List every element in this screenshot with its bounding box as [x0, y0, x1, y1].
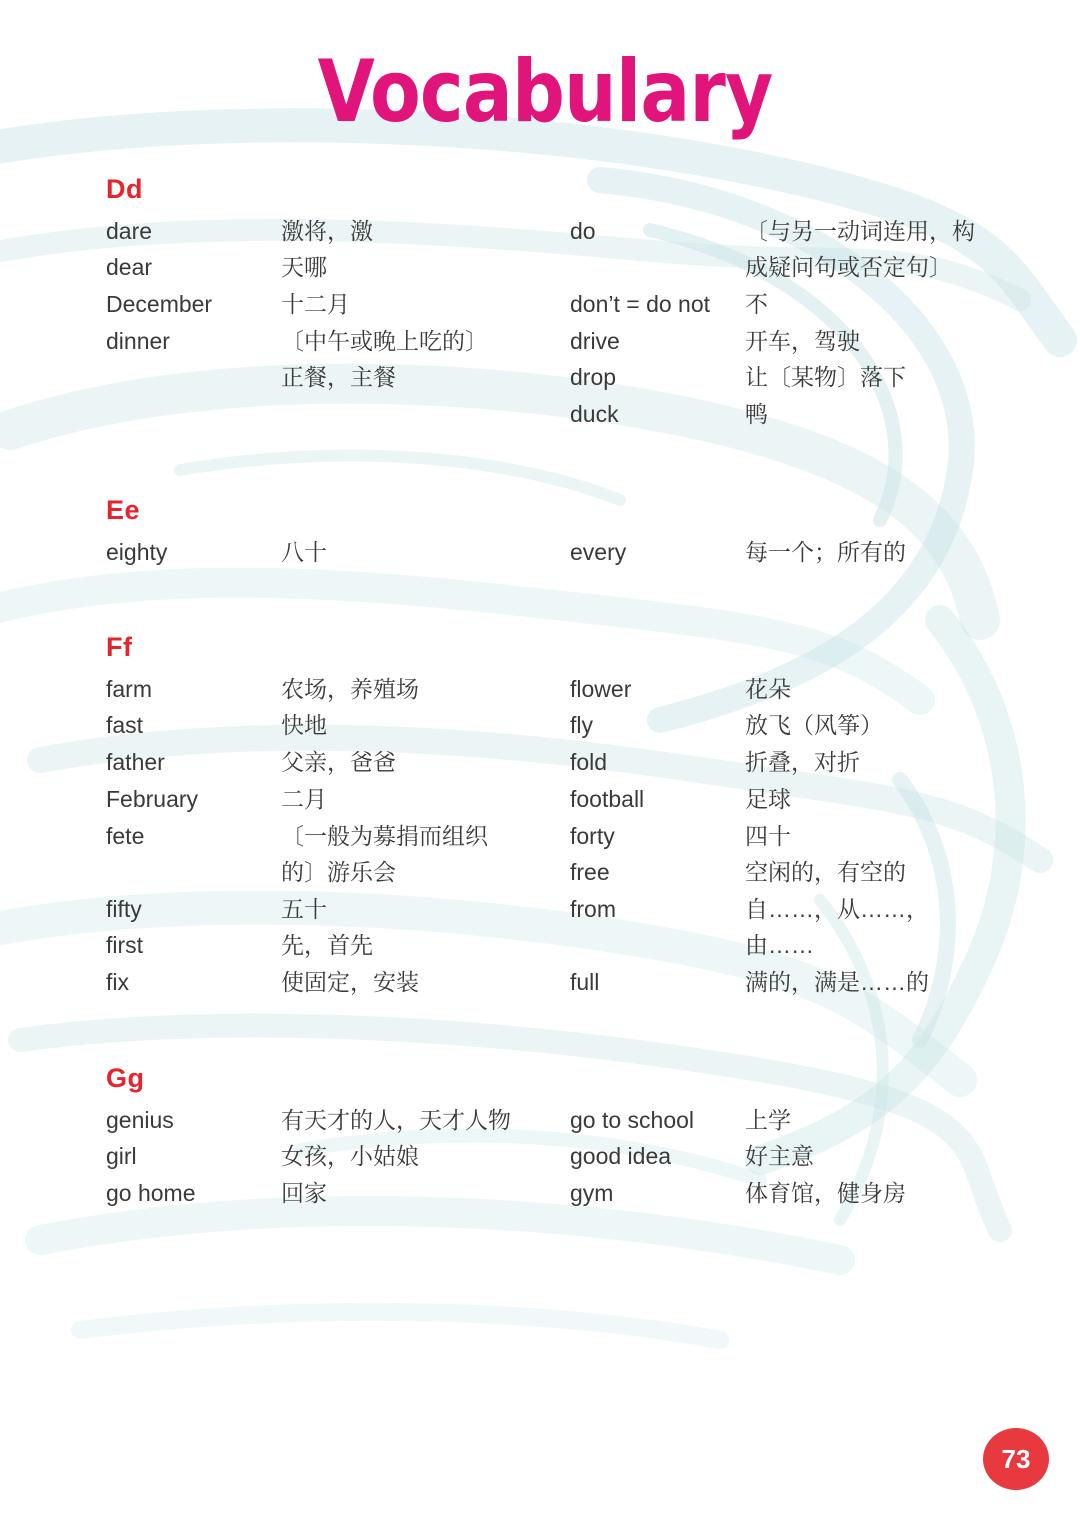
vocab-row [0, 323, 1080, 359]
meaning: 〔与另一动词连用，构 [745, 218, 975, 244]
word: go home [106, 1180, 196, 1206]
vocab-row [0, 854, 1080, 890]
word: first [106, 932, 144, 958]
word: fete [106, 823, 145, 849]
meaning: 满的，满是……的 [745, 969, 929, 995]
meaning: 放飞（风筝） [745, 712, 883, 738]
meaning: 使固定，安装 [281, 969, 419, 995]
meaning: 八十 [281, 539, 327, 565]
meaning: 十二月 [281, 291, 350, 317]
meaning: 快地 [281, 712, 327, 738]
vocab-row [0, 927, 1080, 963]
meaning: 先，首先 [281, 932, 373, 958]
word: every [570, 539, 627, 565]
meaning: 鸭 [745, 401, 768, 427]
section-letter-d: Dd [106, 174, 143, 204]
word: girl [106, 1143, 137, 1169]
meaning: 体育馆，健身房 [745, 1180, 906, 1206]
word: drop [570, 364, 617, 390]
word: genius [106, 1107, 174, 1133]
vocab-row [0, 707, 1080, 743]
meaning: 的〕游乐会 [281, 859, 396, 885]
vocab-row [0, 818, 1080, 854]
vocab-row [0, 249, 1080, 285]
vocab-row [0, 213, 1080, 249]
meaning: 足球 [745, 786, 791, 812]
word: fast [106, 712, 144, 738]
vocab-row [0, 744, 1080, 780]
vocab-row [0, 396, 1080, 432]
word: gym [570, 1180, 614, 1206]
meaning: 由…… [745, 932, 814, 958]
vocab-row [0, 1138, 1080, 1174]
word: fix [106, 969, 129, 995]
meaning: 空闲的，有空的 [745, 859, 906, 885]
meaning: 上学 [745, 1107, 791, 1133]
word: free [570, 859, 610, 885]
word: don’t = do not [570, 291, 711, 317]
word: fifty [106, 896, 142, 922]
meaning: 五十 [281, 896, 327, 922]
section-letter-g: Gg [106, 1063, 145, 1093]
meaning: 好主意 [745, 1143, 814, 1169]
word: dare [106, 218, 153, 244]
meaning: 农场，养殖场 [281, 676, 419, 702]
word: December [106, 291, 213, 317]
meaning: 花朵 [745, 676, 791, 702]
word: eighty [106, 539, 168, 565]
word: fold [570, 749, 608, 775]
vocab-row [0, 359, 1080, 395]
meaning: 自……，从……， [745, 896, 929, 922]
meaning: 〔中午或晚上吃的〕 [281, 328, 488, 354]
meaning: 折叠，对折 [745, 749, 860, 775]
word: good idea [570, 1143, 672, 1169]
word: go to school [570, 1107, 695, 1133]
meaning: 回家 [281, 1180, 327, 1206]
word: farm [106, 676, 152, 702]
vocab-row [0, 1102, 1080, 1138]
word: from [570, 896, 616, 922]
section-letter-e: Ee [106, 495, 141, 525]
word: dinner [106, 328, 170, 354]
vocab-row [0, 286, 1080, 322]
meaning: 〔一般为募捐而组织 [281, 823, 488, 849]
word: drive [570, 328, 620, 354]
page-number-badge: 73 [983, 1428, 1049, 1490]
word: father [106, 749, 165, 775]
meaning: 每一个；所有的 [745, 539, 906, 565]
section-letter-f: Ff [106, 632, 133, 662]
word: duck [570, 401, 619, 427]
word: do [570, 218, 596, 244]
word: football [570, 786, 645, 812]
meaning: 开车，驾驶 [745, 328, 860, 354]
meaning: 二月 [281, 786, 327, 812]
meaning: 激将，激 [281, 218, 373, 244]
meaning: 成疑问句或否定句〕 [745, 254, 952, 280]
word: dear [106, 254, 153, 280]
vocab-row [0, 891, 1080, 927]
vocab-row [0, 671, 1080, 707]
meaning: 不 [745, 291, 768, 317]
word: flower [570, 676, 632, 702]
word: forty [570, 823, 615, 849]
meaning: 有天才的人，天才人物 [281, 1107, 511, 1133]
page-title: Vocabulary [317, 42, 773, 142]
word: February [106, 786, 199, 812]
meaning: 正餐，主餐 [281, 364, 396, 390]
vocab-row [0, 781, 1080, 817]
meaning: 四十 [745, 823, 791, 849]
vocab-row [0, 534, 1080, 570]
meaning: 女孩，小姑娘 [281, 1143, 419, 1169]
meaning: 让〔某物〕落下 [745, 364, 906, 390]
word: fly [570, 712, 593, 738]
meaning: 父亲，爸爸 [281, 749, 396, 775]
vocab-row [0, 964, 1080, 1000]
meaning: 天哪 [281, 254, 327, 280]
word: full [570, 969, 600, 995]
vocab-row [0, 1175, 1080, 1211]
